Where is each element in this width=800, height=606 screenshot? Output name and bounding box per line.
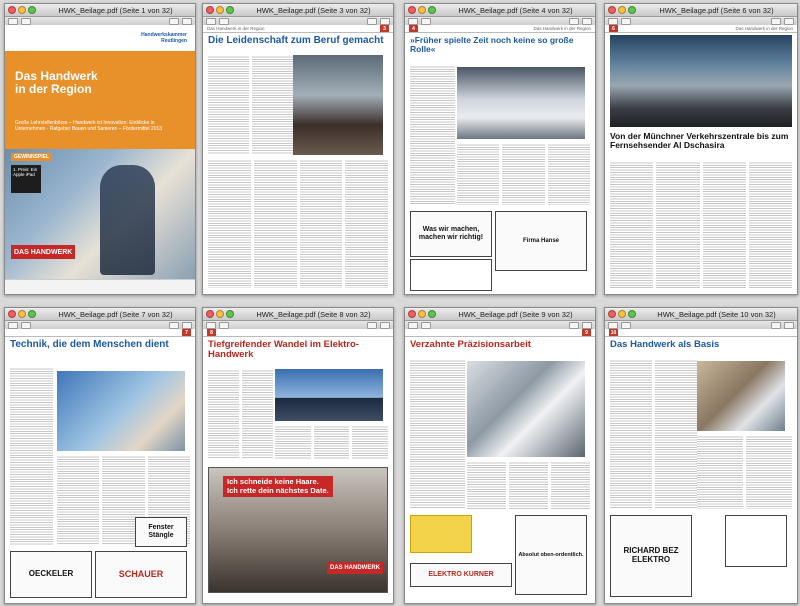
article-headline: Tiefgreifender Wandel im Elektro-Handwerk [208, 339, 359, 360]
zoom-icon[interactable] [367, 18, 377, 25]
running-title: Das Handwerk in der Region [533, 26, 591, 31]
ad-elektro-kurner: ELEKTRO KURNER [410, 563, 512, 587]
share-icon[interactable] [784, 18, 794, 25]
close-icon[interactable] [608, 310, 616, 318]
next-page-icon[interactable] [621, 322, 631, 329]
zoom-icon[interactable] [367, 322, 377, 329]
close-icon[interactable] [608, 6, 616, 14]
pdf-page [405, 25, 595, 294]
window-titlebar[interactable] [5, 308, 195, 321]
close-icon[interactable] [8, 6, 16, 14]
brand-badge: DAS HANDWERK [11, 245, 75, 259]
article-headline: Technik, die dem Menschen dient [10, 339, 169, 350]
running-header [203, 329, 393, 337]
pdf-page [5, 25, 195, 294]
window-title: HWK_Beilage.pdf (Seite 3 von 32) [256, 5, 371, 15]
ad-fliesen: Absolut oben-ordentlich. [515, 515, 587, 595]
page-number: 4 [409, 25, 418, 32]
minimize-icon[interactable] [18, 310, 26, 318]
share-icon[interactable] [582, 322, 592, 329]
running-title: Das Handwerk in der Region [735, 26, 793, 31]
share-icon[interactable] [380, 18, 390, 25]
ad-line-2: Ich rette dein nächstes Date. [227, 485, 329, 495]
ad-box-left: Was wir machen, machen wir richtig! [410, 211, 492, 257]
next-page-icon[interactable] [21, 322, 31, 329]
page-number: 9 [582, 329, 591, 336]
pdf-window-page-1[interactable] [4, 3, 196, 295]
running-title: Das Handwerk in der Region [207, 26, 265, 31]
next-page-icon[interactable] [421, 18, 431, 25]
next-page-icon[interactable] [421, 322, 431, 329]
pdf-page [605, 329, 797, 603]
cover-orange-block [5, 51, 195, 149]
zoom-icon[interactable] [771, 18, 781, 25]
article-columns-right [467, 461, 590, 509]
prev-page-icon[interactable] [8, 18, 18, 25]
solar-panel-photo [275, 369, 383, 421]
chamber-logo-text: Handwerkskammer Reutlingen [141, 32, 187, 44]
window-title: HWK_Beilage.pdf (Seite 1 von 32) [58, 5, 173, 15]
window-titlebar[interactable] [5, 4, 195, 17]
ad-box-right: Firma Hanse [495, 211, 587, 271]
zoom-icon[interactable] [771, 322, 781, 329]
prev-page-icon[interactable] [408, 322, 418, 329]
prev-page-icon[interactable] [608, 18, 618, 25]
article-columns-bottom [208, 159, 388, 288]
zoom-icon[interactable] [169, 18, 179, 25]
pdf-page [203, 25, 393, 294]
article-columns-right [697, 435, 792, 509]
window-title: HWK_Beilage.pdf (Seite 7 von 32) [58, 309, 173, 319]
article-columns-left [208, 369, 273, 459]
maximize-icon[interactable] [226, 310, 234, 318]
page-number: 7 [182, 329, 191, 336]
pdf-window-page-7[interactable] [4, 307, 196, 604]
ad-headline-box [223, 476, 333, 497]
contest-badge: GEWINNSPIEL [11, 153, 52, 161]
next-page-icon[interactable] [21, 18, 31, 25]
zoom-icon[interactable] [569, 322, 579, 329]
brand-badge: DAS HANDWERK [327, 562, 383, 574]
article-headline: Verzahnte Präzisionsarbeit [410, 339, 531, 350]
minimize-icon[interactable] [418, 310, 426, 318]
maximize-icon[interactable] [428, 310, 436, 318]
next-page-icon[interactable] [621, 18, 631, 25]
window-title: HWK_Beilage.pdf (Seite 6 von 32) [659, 5, 774, 15]
minimize-icon[interactable] [618, 6, 626, 14]
maximize-icon[interactable] [28, 310, 36, 318]
page-number: 8 [207, 329, 216, 336]
minimize-icon[interactable] [18, 6, 26, 14]
ad-schauer: SCHAUER [95, 551, 187, 598]
article-columns-left [610, 359, 697, 509]
article-columns-left [10, 367, 53, 545]
pdf-window-page-10[interactable] [604, 307, 798, 604]
ad-oeckeler: OECKELER [10, 551, 92, 598]
share-icon[interactable] [380, 322, 390, 329]
article-headline: Das Handwerk als Basis [610, 339, 720, 350]
ad-box-bottom [410, 259, 492, 291]
article-headline: Die Leidenschaft zum Beruf gemacht [208, 35, 384, 46]
prev-page-icon[interactable] [608, 322, 618, 329]
close-icon[interactable] [206, 6, 214, 14]
article-headline: »Früher spielte Zeit noch keine so große Rolle« [410, 35, 574, 54]
pdf-page [405, 329, 595, 603]
pdf-page [203, 329, 393, 603]
maximize-icon[interactable] [628, 6, 636, 14]
close-icon[interactable] [206, 310, 214, 318]
article-columns-right [457, 143, 590, 205]
running-header [405, 25, 595, 33]
pdf-window-page-3[interactable] [202, 3, 394, 295]
article-photo [57, 371, 185, 451]
running-header [203, 25, 393, 33]
page-number: 10 [610, 329, 617, 336]
share-icon[interactable] [784, 322, 794, 329]
page-number: 6 [609, 25, 618, 32]
article-headline: Von der Münchner Verkehrszentrale bis zum Fernsehsender Al Dschasira [610, 131, 789, 150]
prev-page-icon[interactable] [206, 18, 216, 25]
close-icon[interactable] [408, 6, 416, 14]
window-title: HWK_Beilage.pdf (Seite 9 von 32) [458, 309, 573, 319]
window-titlebar[interactable] [405, 308, 595, 321]
window-titlebar[interactable] [203, 308, 393, 321]
machine-photo [467, 361, 585, 457]
cover-title: Das Handwerk in der Region [15, 69, 98, 97]
campaign-ad [208, 467, 388, 593]
minimize-icon[interactable] [418, 6, 426, 14]
ad-richard-bez: RICHARD BEZ ELEKTRO [610, 515, 692, 597]
maximize-icon[interactable] [28, 6, 36, 14]
minimize-icon[interactable] [216, 310, 224, 318]
article-photo [293, 55, 383, 155]
pdf-window-page-6[interactable] [604, 3, 798, 295]
article-columns [610, 161, 792, 288]
window-titlebar[interactable] [405, 4, 595, 17]
prize-box: 1. Preis: Ein Apple iPad [11, 165, 41, 193]
cover-footer-logos [5, 279, 195, 294]
control-room-photo [610, 35, 792, 127]
ad-fenster: Fenster Stängle [135, 517, 187, 547]
maximize-icon[interactable] [226, 6, 234, 14]
minimize-icon[interactable] [216, 6, 224, 14]
running-header [605, 329, 797, 337]
group-photo [457, 67, 585, 139]
pdf-window-page-4[interactable] [404, 3, 596, 295]
maximize-icon[interactable] [628, 310, 636, 318]
prev-page-icon[interactable] [8, 322, 18, 329]
page-number: 3 [380, 25, 389, 32]
cover-subtitle: Große Lehrstellenbörse – Handwerk ist Innovation: Einblicke in Unternehmen · Ratgeber Bauen und Sanieren – Fördermittel 2013 [15, 120, 163, 133]
article-columns-top [208, 55, 293, 155]
pdf-window-page-8[interactable] [202, 307, 394, 604]
minimize-icon[interactable] [618, 310, 626, 318]
next-page-icon[interactable] [219, 18, 229, 25]
article-columns-right [275, 425, 388, 459]
prev-page-icon[interactable] [206, 322, 216, 329]
ad-line-1: Ich schneide keine Haare. [227, 477, 319, 486]
share-icon[interactable] [182, 18, 192, 25]
article-columns-left [410, 359, 465, 509]
close-icon[interactable] [408, 310, 416, 318]
window-titlebar[interactable] [203, 4, 393, 17]
maximize-icon[interactable] [428, 6, 436, 14]
window-titlebar[interactable] [605, 4, 797, 17]
zoom-icon[interactable] [169, 322, 179, 329]
ad-left [410, 515, 472, 553]
running-header [405, 329, 595, 337]
prev-page-icon[interactable] [408, 18, 418, 25]
share-icon[interactable] [182, 322, 192, 329]
window-title: HWK_Beilage.pdf (Seite 4 von 32) [458, 5, 573, 15]
close-icon[interactable] [8, 310, 16, 318]
zoom-icon[interactable] [569, 18, 579, 25]
window-title: HWK_Beilage.pdf (Seite 10 von 32) [657, 309, 776, 319]
pdf-page [5, 329, 195, 603]
window-titlebar[interactable] [605, 308, 797, 321]
article-columns-left [410, 65, 455, 205]
running-header [5, 329, 195, 337]
workshop-photo [697, 361, 785, 431]
pdf-window-page-9[interactable] [404, 307, 596, 604]
pdf-page [605, 25, 797, 294]
worker-figure [100, 165, 155, 275]
next-page-icon[interactable] [219, 322, 229, 329]
ad-right [725, 515, 787, 567]
running-header [605, 25, 797, 33]
window-title: HWK_Beilage.pdf (Seite 8 von 32) [256, 309, 371, 319]
share-icon[interactable] [582, 18, 592, 25]
